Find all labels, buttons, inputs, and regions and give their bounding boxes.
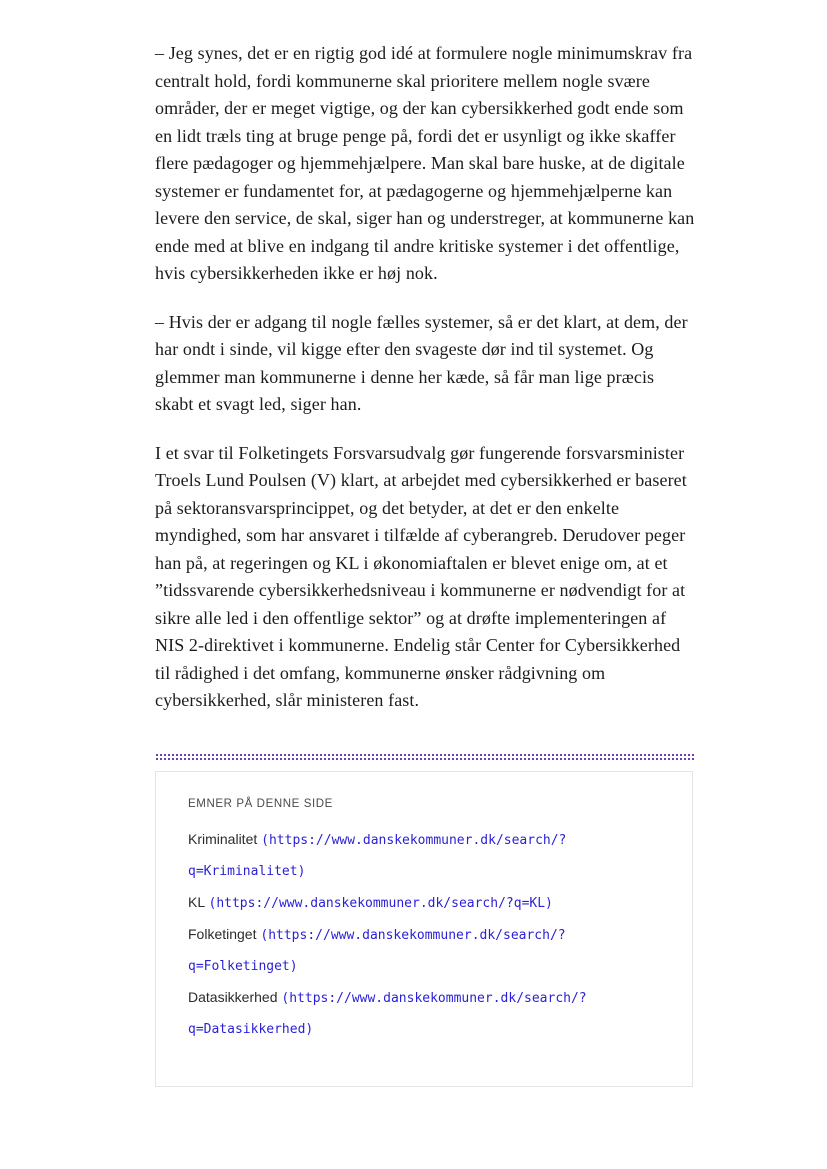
topic-tag-label: Datasikkerhed [188, 988, 282, 1005]
topics-tag-list [188, 826, 660, 1047]
topic-tag-link[interactable]: (https://www.danskekommuner.dk/search/?​q=Datasikkerhed) [188, 990, 587, 1037]
dotted-separator [155, 753, 695, 761]
topic-tag-label: Folketinget [188, 925, 261, 942]
article-paragraph: – Jeg synes, det er en rigtig god idé at formulere nogle minimumskrav fra centralt hold, fordi kommunerne skal prioritere mellem nogle svære områder, der er meget vigtige, og der kan cybersikkerhed godt ende som en lidt træls ting at bruge penge på, fordi det er usynligt og ikke skaffer flere pædagoger og hjemmehjælpere. Man skal bare huske, at de digitale systemer er fundamentet for, at pædagogerne og hjemmehjælperne kan levere den service, de skal, siger han og understreger, at kommunerne kan ende med at blive en indgang til andre kritiske systemer i det offentlige, hvis cybersikkerheden ikke er høj nok. [155, 43, 695, 283]
topic-tag [188, 889, 660, 921]
topics-heading: EMNER PÅ DENNE SIDE [188, 797, 333, 810]
topic-tag-label: KL [188, 893, 209, 910]
topic-tag [188, 826, 660, 889]
topic-tag-label: Kriminalitet [188, 830, 262, 847]
topics-box [155, 771, 693, 1087]
article-paragraph: – Hvis der er adgang til nogle fælles systemer, så er det klart, at dem, der har ondt i sinde, vil kigge efter den svageste dør ind til systemet. Og glemmer man kommunerne i denne her kæde, så får man lige præcis skabt et svagt led, siger han. [155, 311, 688, 414]
topic-tag [188, 984, 660, 1047]
topic-tag-link[interactable]: (https://www.danskekommuner.dk/search/?​q=KL) [208, 895, 553, 911]
topic-tag [188, 921, 660, 984]
article-body [155, 40, 695, 1087]
article-paragraph: I et svar til Folketingets Forsvarsudvalg gør fungerende forsvarsminister Troels Lund Poulsen (V) klart, at arbejdet med cybersikkerhed er baseret på sektoransvarsprincippet, og det betyder, at det er den enkelte myndighed, som har ansvaret i tilfælde af cyberangreb. Derudover peger han på, at regeringen og KL i økonomiaftalen er blevet enige om, at et ”tidssvarende cybersikkerhedsniveau i kommunerne er nødvendigt for at sikre alle led i den offentlige sektor” og at drøfte implementeringen af NIS 2-direktivet i kommunerne. Endelig står Center for Cybersikkerhed til rådighed i det omfang, kommunerne ønsker rådgivning om cybersikkerhed, slår ministeren fast. [155, 442, 687, 710]
topic-tag-link[interactable]: (https://www.danskekommuner.dk/search/?​q=Kriminalitet) [188, 832, 567, 879]
topic-tag-link[interactable]: (https://www.danskekommuner.dk/search/?​q=Folketinget) [188, 927, 566, 974]
